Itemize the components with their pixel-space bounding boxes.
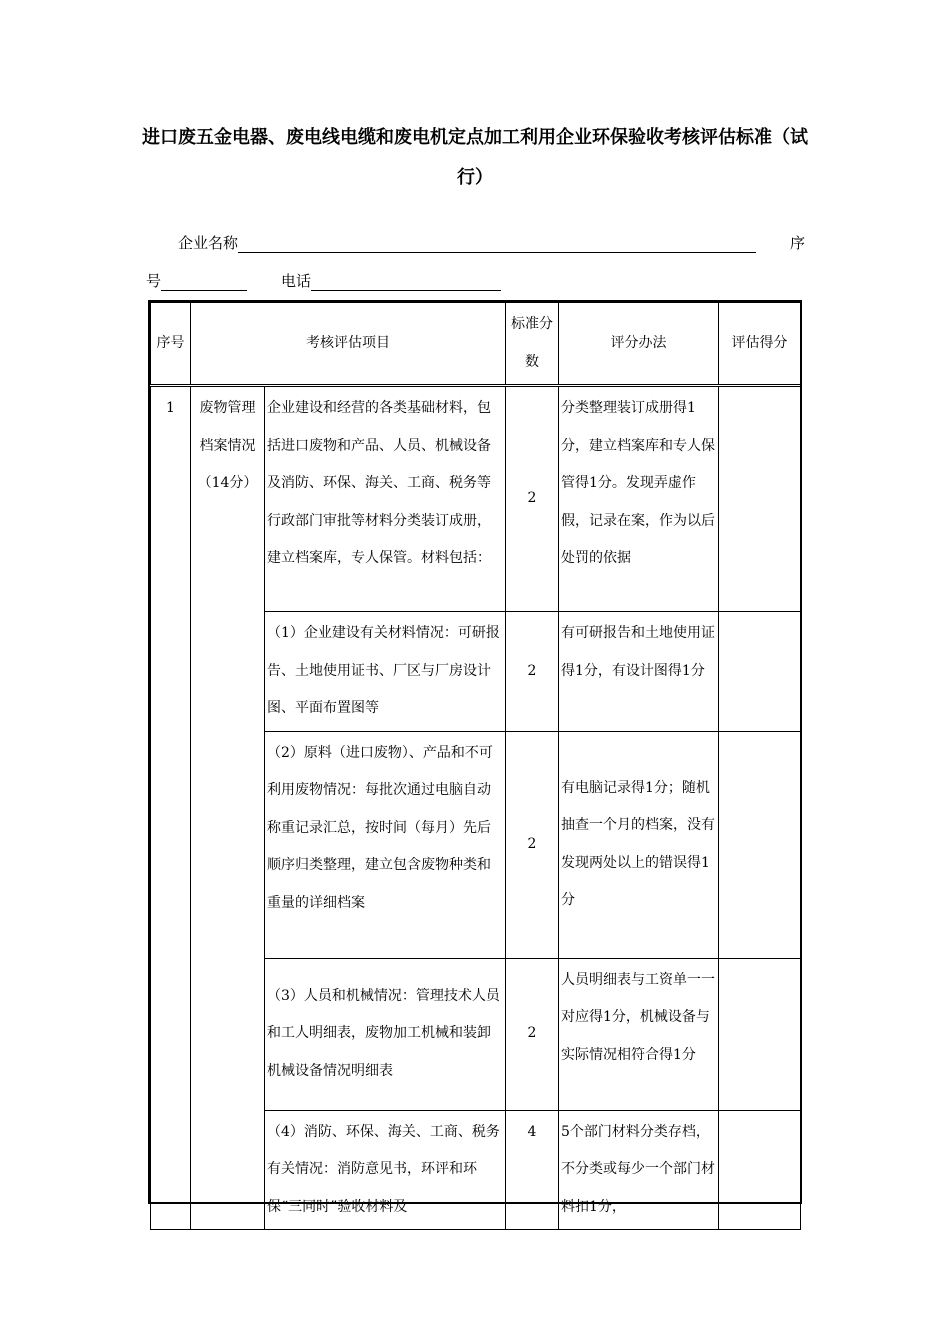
row-method: 人员明细表与工资单一一对应得1分，机械设备与实际情况相符合得1分 xyxy=(559,958,719,1110)
row-score: 4 xyxy=(506,1110,559,1230)
row-item: （1）企业建设有关材料情况：可研报告、土地使用证书、厂区与厂房设计图、平面布置图等 xyxy=(265,612,506,732)
row-category: 废物管理档案情况（14分） xyxy=(191,386,265,1230)
assessment-table xyxy=(150,302,801,1230)
row-result[interactable] xyxy=(719,612,801,732)
header-item: 考核评估项目 xyxy=(191,303,506,386)
seq-label-part1: 序 xyxy=(790,234,806,252)
row-item: （3）人员和机械情况：管理技术人员和工人明细表，废物加工机械和装卸机械设备情况明细表 xyxy=(265,958,506,1110)
row-seq: 1 xyxy=(151,386,191,1230)
header-std-score: 标准分数 xyxy=(506,303,559,386)
row-score: 2 xyxy=(506,731,559,958)
table-row xyxy=(151,386,801,612)
table-header-row xyxy=(151,303,801,386)
seq-phone-line xyxy=(146,270,501,291)
row-item: （4）消防、环保、海关、工商、税务有关情况：消防意见书，环评和环保“三同时”验收材料及 xyxy=(265,1110,506,1230)
row-method: 有电脑记录得1分；随机抽查一个月的档案，没有发现两处以上的错误得1分 xyxy=(559,731,719,958)
row-item: 企业建设和经营的各类基础材料，包括进口废物和产品、人员、机械设备及消防、环保、海关、工商、税务等行政部门审批等材料分类装订成册，建立档案库，专人保管。材料包括： xyxy=(265,386,506,612)
row-method: 有可研报告和土地使用证得1分，有设计图得1分 xyxy=(559,612,719,732)
phone-blank[interactable] xyxy=(311,273,501,291)
header-result: 评估得分 xyxy=(719,303,801,386)
row-score: 2 xyxy=(506,958,559,1110)
seq-blank[interactable] xyxy=(161,273,247,291)
company-name-line xyxy=(178,232,756,253)
row-method: 5个部门材料分类存档，不分类或每少一个部门材料扣1分， xyxy=(559,1110,719,1230)
row-score: 2 xyxy=(506,612,559,732)
row-result[interactable] xyxy=(719,386,801,612)
seq-label-part2: 号 xyxy=(146,272,162,290)
row-item: （2）原料（进口废物）、产品和不可利用废物情况：每批次通过电脑自动称重记录汇总，按时间（每月）先后顺序归类整理，建立包含废物种类和重量的详细档案 xyxy=(265,731,506,958)
company-name-label: 企业名称 xyxy=(178,234,239,252)
row-result[interactable] xyxy=(719,958,801,1110)
row-result[interactable] xyxy=(719,731,801,958)
header-seq: 序号 xyxy=(151,303,191,386)
row-score: 2 xyxy=(506,386,559,612)
row-result[interactable] xyxy=(719,1110,801,1230)
header-method: 评分办法 xyxy=(559,303,719,386)
phone-label: 电话 xyxy=(281,272,312,290)
company-name-blank[interactable] xyxy=(238,235,756,253)
row-method: 分类整理装订成册得1分，建立档案库和专人保管得1分。发现弄虚作假，记录在案，作为以后处罚的依据 xyxy=(559,386,719,612)
document-title: 进口废五金电器、废电线电缆和废电机定点加工利用企业环保验收考核评估标准（试行） xyxy=(142,127,808,188)
